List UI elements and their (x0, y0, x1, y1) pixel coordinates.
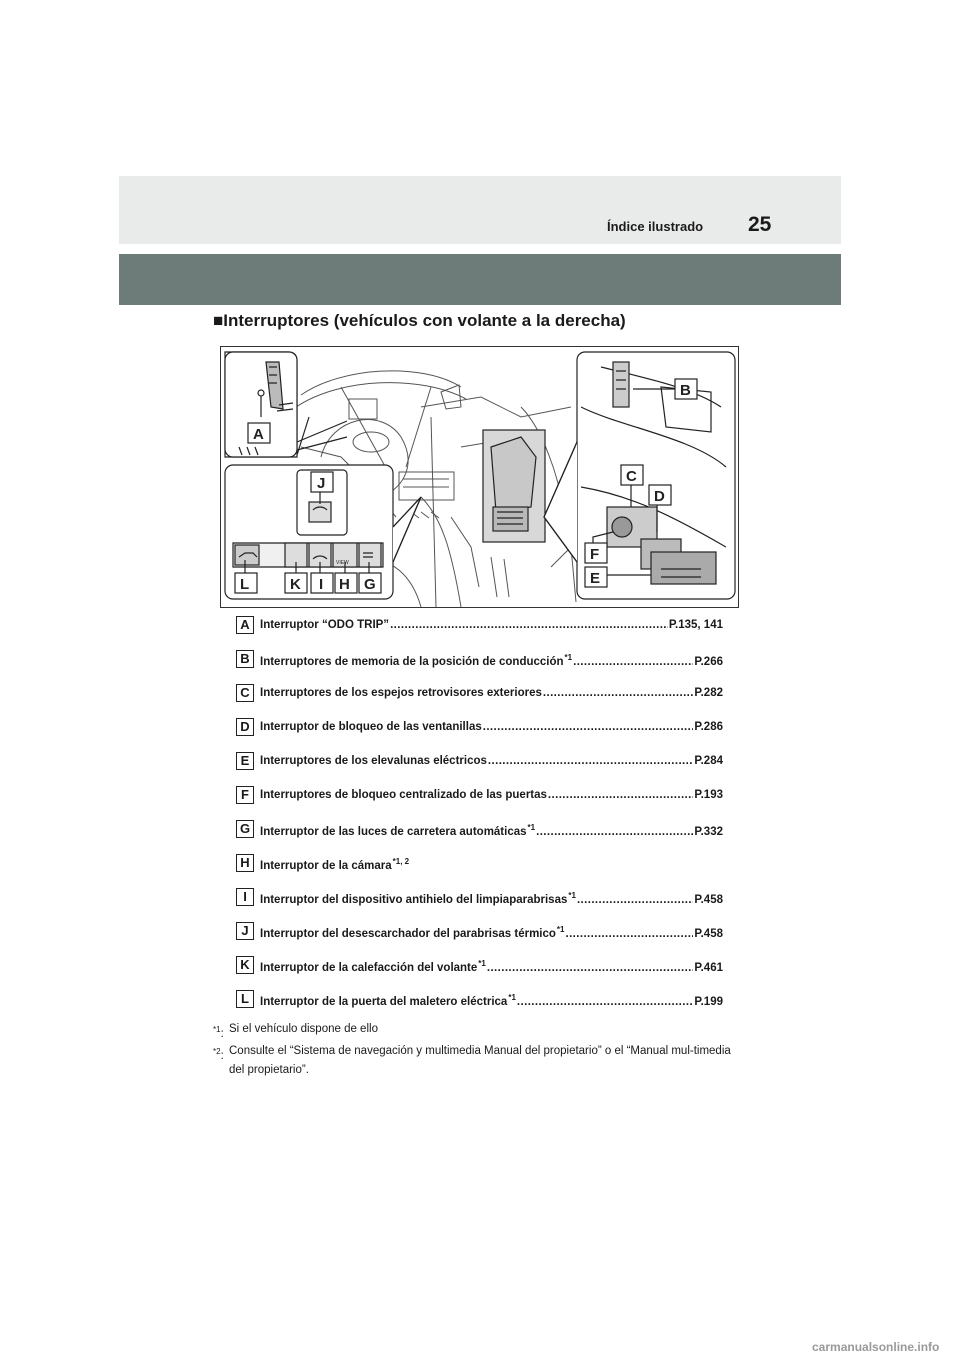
entry-text (260, 891, 723, 906)
entry-f (236, 786, 723, 804)
entry-letter: L (236, 990, 254, 1008)
entry-text (260, 721, 723, 733)
switches-illustration (220, 346, 739, 608)
entry-page-ref[interactable]: P.458 (694, 928, 723, 940)
entry-leader (573, 656, 693, 668)
entry-label: Interruptores de los elevalunas eléctricos (260, 755, 487, 767)
entry-l (236, 990, 723, 1008)
footnote-mark: $^{*2}$: (213, 1047, 224, 1062)
svg-text:I: I (319, 576, 324, 593)
entry-page-ref[interactable]: P.282 (694, 687, 723, 699)
entry-text (260, 823, 723, 838)
callout-b (675, 379, 697, 399)
footnote-mark: $^{*1}$: (213, 1025, 224, 1040)
entry-superscript: *1 (556, 925, 565, 934)
entry-letter: B (236, 650, 254, 668)
entry-b (236, 650, 723, 668)
entry-leader (565, 928, 693, 940)
section-band (119, 254, 841, 305)
entry-label: Interruptores de los espejos retrovisores exteriores (260, 687, 542, 699)
entry-page-ref[interactable]: P.199 (694, 996, 723, 1008)
entry-label: Interruptor del dispositivo antihielo del limpiaparabrisas$^{*1}$ (260, 891, 576, 906)
entry-letter: E (236, 752, 254, 770)
entry-label: Interruptor de las luces de carretera automáticas$^{*1}$ (260, 823, 536, 838)
entry-text (260, 925, 723, 940)
entry-page-ref[interactable]: P.284 (694, 755, 723, 767)
entry-leader (488, 755, 694, 767)
inset-a (225, 352, 347, 457)
entry-text (260, 755, 723, 767)
entry-letter: C (236, 684, 254, 702)
entry-page-ref[interactable]: P.193 (694, 789, 723, 801)
entry-leader (536, 826, 693, 838)
entry-superscript: *1 (478, 959, 486, 968)
svg-text:E: E (590, 570, 601, 587)
svg-text:H: H (339, 576, 350, 593)
svg-text:L: L (240, 576, 250, 593)
door-panel-center (483, 430, 545, 542)
footnote-text: Consulte el “Sistema de navegación y multimedia Manual del propietario” o el “Manual mul-timedia del propietario”. (229, 1045, 731, 1076)
entry-leader (517, 996, 694, 1008)
entry-leader (390, 619, 668, 631)
entry-text (260, 789, 723, 801)
entry-text (260, 687, 723, 699)
entry-page-ref[interactable]: P.286 (694, 721, 723, 733)
entry-label: Interruptor “ODO TRIP” (260, 619, 390, 631)
footnote-text: Si el vehículo dispone de ello (229, 1023, 378, 1035)
entry-letter: J (236, 922, 254, 940)
entry-label: Interruptor del desescarchador del parabrisas térmico$^{*1}$ (260, 925, 565, 940)
entry-superscript: *1 (568, 891, 576, 900)
entry-letter: H (236, 854, 254, 872)
entry-d (236, 718, 723, 736)
entry-page-ref[interactable]: P.135, 141 (668, 619, 723, 631)
entry-text (260, 857, 723, 872)
entry-leader (577, 894, 693, 906)
page-number: 25 (748, 213, 772, 236)
entry-letter: A (236, 616, 254, 634)
entry-letter: K (236, 956, 254, 974)
entry-label: Interruptor de la cámara$^{*1, 2}$ (260, 857, 410, 872)
entry-superscript: *1 (508, 993, 516, 1002)
entry-letter: G (236, 820, 254, 838)
entry-page-ref[interactable]: P.266 (694, 656, 723, 668)
section-title: ■Interruptores (vehículos con volante a la derecha) (213, 311, 626, 330)
entry-leader (543, 687, 694, 699)
callout-i (311, 573, 333, 593)
section-name: Índice ilustrado (607, 219, 704, 234)
callout-h (335, 573, 357, 593)
watermark: carmanualsonline.info (812, 1340, 940, 1354)
entry-label: Interruptores de bloqueo centralizado de las puertas (260, 789, 547, 801)
svg-text:A: A (253, 426, 264, 443)
entry-leader (483, 721, 694, 733)
svg-text:D: D (654, 488, 665, 505)
callout-a (248, 423, 270, 443)
view-label: VIEW (336, 560, 349, 566)
switches-drawing (221, 347, 738, 607)
callout-e (585, 567, 607, 587)
callout-f (585, 543, 607, 563)
entry-leader (487, 962, 694, 974)
callout-c (621, 465, 643, 485)
svg-text:C: C (626, 468, 637, 485)
svg-text:K: K (290, 576, 301, 593)
entry-page-ref[interactable]: P.461 (694, 962, 723, 974)
entry-letter: F (236, 786, 254, 804)
entry-i (236, 888, 723, 906)
entry-label: Interruptor de bloqueo de las ventanillas (260, 721, 482, 733)
entry-leader (548, 789, 694, 801)
entry-label: Interruptor de la puerta del maletero eléctrica$^{*1}$ (260, 993, 516, 1008)
callout-k (285, 573, 307, 593)
entry-a (236, 616, 723, 634)
callout-g (359, 573, 381, 593)
entry-text (260, 993, 723, 1008)
header-band (119, 176, 841, 244)
entry-text (260, 653, 723, 668)
entry-h (236, 854, 723, 872)
svg-text:G: G (364, 576, 376, 593)
entry-text (260, 959, 723, 974)
entry-text (260, 619, 723, 631)
entry-g (236, 820, 723, 838)
svg-text:J: J (317, 475, 326, 492)
entry-e (236, 752, 723, 770)
entry-letter: D (236, 718, 254, 736)
entry-superscript: *1 (564, 653, 573, 662)
callout-j (311, 472, 333, 492)
entry-superscript: *1 (527, 823, 536, 832)
entry-label: Interruptor de la calefacción del volante$^{*1}$ (260, 959, 486, 974)
callout-d (649, 485, 671, 505)
entry-page-ref[interactable]: P.332 (694, 826, 723, 838)
entry-letter: I (236, 888, 254, 906)
entry-page-ref[interactable]: P.458 (694, 894, 723, 906)
entry-superscript: *1, 2 (392, 857, 410, 866)
entry-k (236, 956, 723, 974)
entry-label: Interruptores de memoria de la posición de conducción$^{*1}$ (260, 653, 573, 668)
svg-text:F: F (590, 546, 600, 563)
entry-j (236, 922, 723, 940)
entry-c (236, 684, 723, 702)
svg-text:B: B (680, 382, 691, 399)
callout-l (235, 573, 257, 593)
